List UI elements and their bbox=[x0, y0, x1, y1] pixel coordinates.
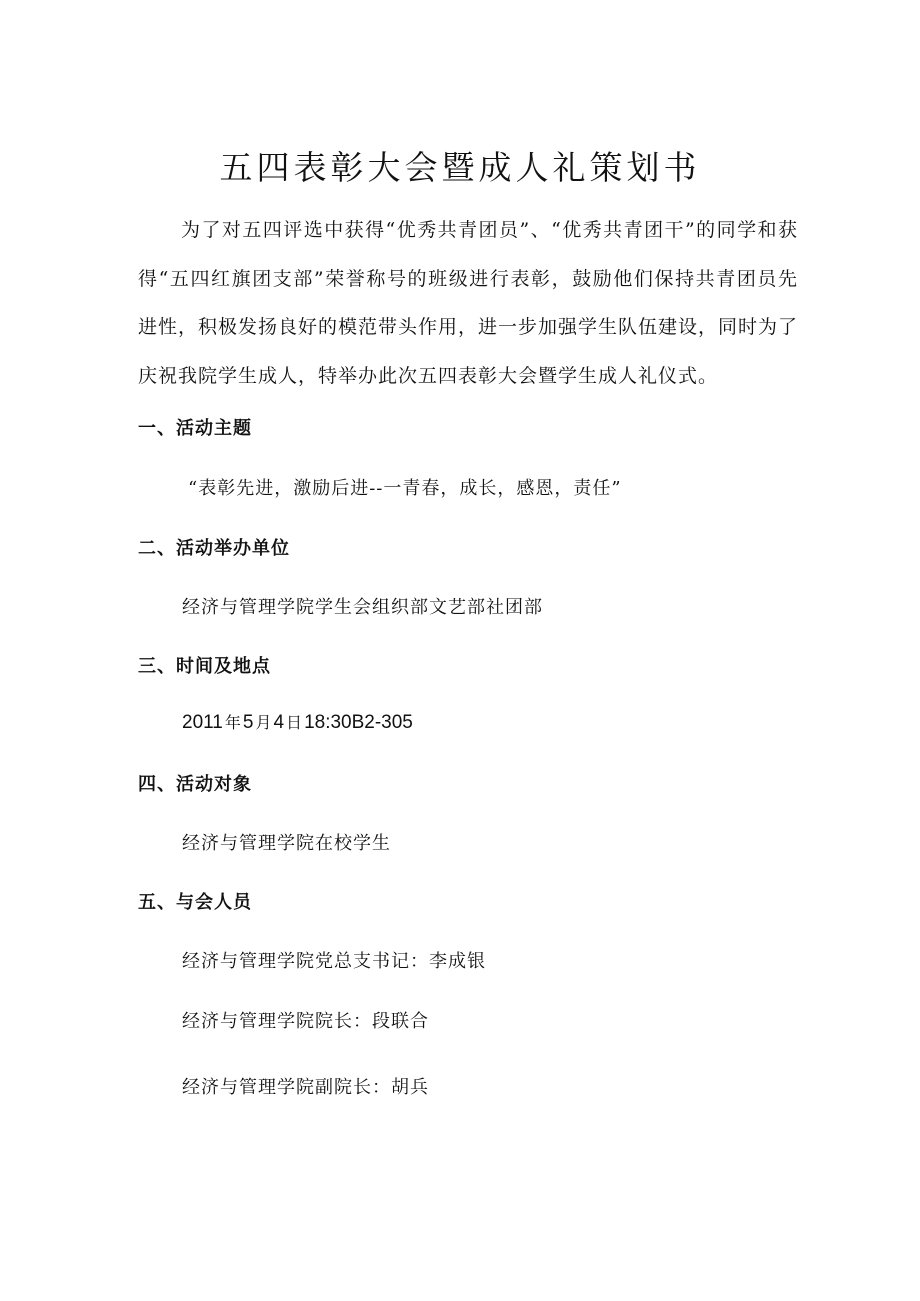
time-place-text bbox=[182, 710, 413, 734]
attendee-line: 经济与管理学院副院长：胡兵 bbox=[182, 1077, 429, 1098]
date-day-unit: 日 bbox=[286, 713, 303, 732]
date-time-place: 18:30B2-305 bbox=[304, 712, 413, 733]
attendee-line: 经济与管理学院院长：段联合 bbox=[182, 1011, 429, 1032]
date-year-unit: 年 bbox=[224, 713, 241, 732]
intro-paragraph: 为了对五四评选中获得“优秀共青团员”、“优秀共青团干”的同学和获得“五四红旗团支部”荣誉称号的班级进行表彰，鼓励他们保持共青团员先进性，积极发扬良好的模范带头作用，进一步加强学生队伍建设，同时为了庆祝我院学生成人，特举办此次五四表彰大会暨学生成人礼仪式。 bbox=[138, 219, 799, 387]
date-day: 4 bbox=[273, 712, 285, 733]
section-heading-organizer: 二、活动举办单位 bbox=[138, 538, 290, 559]
theme-text: “表彰先进，激励后进--一青春，成长，感恩，责任” bbox=[188, 478, 622, 499]
section-heading-audience: 四、活动对象 bbox=[138, 774, 252, 795]
attendee-line: 经济与管理学院党总支书记：李成银 bbox=[182, 951, 486, 972]
date-month: 5 bbox=[242, 712, 254, 733]
section-heading-attendees: 五、与会人员 bbox=[138, 892, 252, 913]
organizer-text: 经济与管理学院学生会组织部文艺部社团部 bbox=[182, 597, 543, 618]
date-year: 2011 bbox=[182, 712, 223, 733]
page-title: 五四表彰大会暨成人礼策划书 bbox=[219, 148, 701, 187]
audience-text: 经济与管理学院在校学生 bbox=[182, 833, 391, 854]
section-heading-time-place: 三、时间及地点 bbox=[138, 656, 271, 677]
section-heading-theme: 一、活动主题 bbox=[138, 418, 252, 439]
date-month-unit: 月 bbox=[255, 713, 272, 732]
